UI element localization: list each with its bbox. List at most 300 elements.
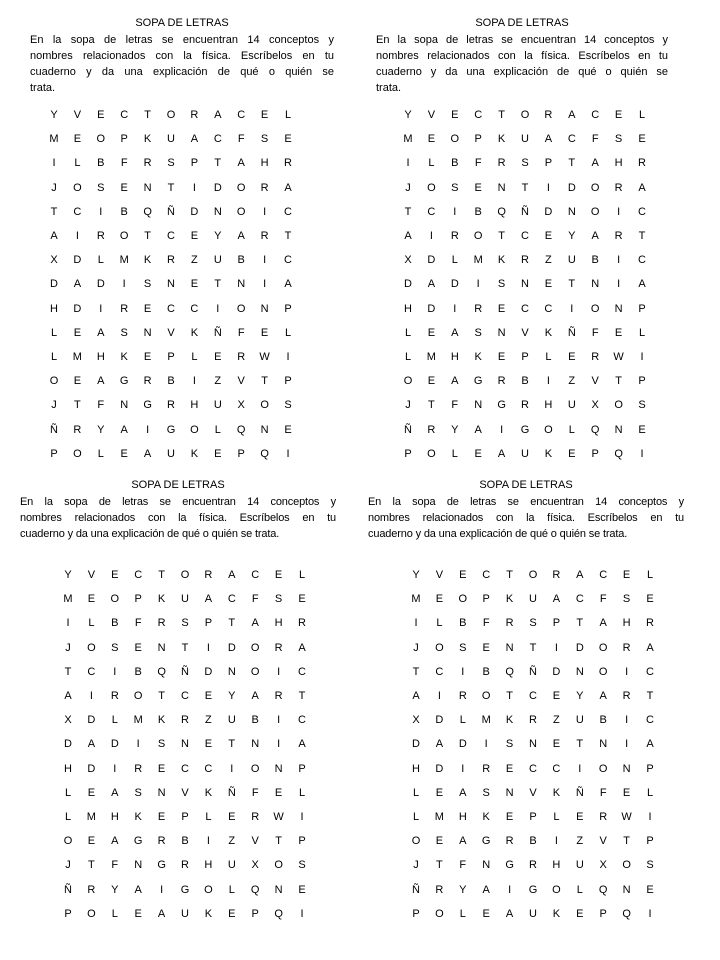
grid-letter: E <box>482 907 490 920</box>
grid-letter: C <box>591 109 600 121</box>
grid-letter: C <box>181 690 189 702</box>
grid-letter: K <box>157 593 166 606</box>
panel-title: SOPA DE LETRAS <box>131 479 225 491</box>
grid-row <box>410 762 667 776</box>
grid-row <box>48 326 305 340</box>
grid-letter: L <box>545 351 552 363</box>
grid-letter: B <box>474 205 482 218</box>
grid-letter: P <box>544 157 553 170</box>
grid-letter: D <box>227 641 236 654</box>
grid-letter: O <box>96 133 106 146</box>
grid-letter: R <box>167 254 175 267</box>
grid-letter: S <box>167 157 175 170</box>
grid-letter: E <box>134 907 142 920</box>
grid-letter: S <box>120 326 128 339</box>
grid-letter: T <box>646 690 654 702</box>
grid-letter: I <box>216 302 220 315</box>
grid-letter: E <box>646 883 654 896</box>
grid-letter: I <box>484 738 488 751</box>
grid-letter: R <box>599 811 608 823</box>
grid-letter: H <box>544 399 553 412</box>
grid-letter: O <box>590 205 600 218</box>
instruction-line: cuaderno y da una explicación de qué o quién se <box>30 66 334 78</box>
grid-letter: I <box>453 205 457 218</box>
grid-letter: O <box>260 399 269 412</box>
grid-letter: P <box>190 157 199 170</box>
grid-letter: N <box>274 762 283 775</box>
grid-letter: Y <box>576 690 584 702</box>
grid-letter: A <box>544 133 553 146</box>
grid-letter: P <box>298 835 306 848</box>
grid-letter: A <box>591 230 599 242</box>
grid-letter: D <box>64 738 72 751</box>
grid-row <box>410 737 667 751</box>
grid-letter: N <box>227 665 236 678</box>
grid-letter: Ñ <box>412 883 420 896</box>
grid-row <box>402 229 659 243</box>
grid-letter: T <box>144 109 151 121</box>
grid-row <box>48 447 305 461</box>
instruction-line: nombres relacionados con la física. Escríbelos en tu <box>376 50 668 62</box>
grid-letter: N <box>505 641 514 654</box>
grid-letter: O <box>49 375 59 388</box>
grid-letter: N <box>622 762 631 775</box>
grid-letter: U <box>529 593 537 606</box>
grid-letter: A <box>298 738 306 751</box>
grid-letter: D <box>404 278 412 291</box>
grid-letter: E <box>505 762 514 775</box>
grid-letter: M <box>86 811 96 823</box>
grid-letter: A <box>97 375 105 388</box>
grid-letter: R <box>521 254 529 267</box>
grid-row <box>62 762 319 776</box>
grid-letter: Q <box>614 447 623 460</box>
grid-letter: R <box>529 859 537 872</box>
grid-letter: B <box>111 617 119 630</box>
grid-letter: E <box>646 593 654 606</box>
grid-letter: I <box>500 423 504 436</box>
grid-letter: Ñ <box>227 786 236 799</box>
grid-row <box>410 810 667 824</box>
grid-letter: O <box>427 447 436 460</box>
grid-row <box>402 374 659 388</box>
grid-letter: T <box>88 859 95 872</box>
grid-letter: G <box>119 375 129 388</box>
grid-letter: A <box>404 230 412 242</box>
instruction-line: nombres relacionados con la física. Escríbelos en tu <box>30 50 334 62</box>
grid-letter: O <box>204 883 213 896</box>
grid-letter: A <box>459 835 467 848</box>
grid-letter: N <box>213 205 222 218</box>
grid-letter: K <box>143 254 152 267</box>
grid-letter: Ñ <box>167 205 175 218</box>
grid-row <box>410 616 667 630</box>
grid-letter: I <box>570 302 574 315</box>
grid-letter: N <box>157 786 166 799</box>
grid-row <box>410 907 667 921</box>
grid-letter: F <box>459 859 467 872</box>
grid-letter: B <box>451 157 459 170</box>
grid-letter: A <box>251 690 259 702</box>
grid-letter: Q <box>497 205 506 218</box>
grid-letter: T <box>64 665 72 678</box>
instruction-line: cuaderno y da una explicación de qué o quién se <box>376 66 668 78</box>
grid-letter: S <box>181 617 189 630</box>
grid-letter: I <box>476 278 480 291</box>
grid-letter: Q <box>590 423 600 436</box>
panel-instructions <box>30 32 334 96</box>
grid-letter: D <box>427 254 436 267</box>
grid-letter: R <box>298 617 306 630</box>
grid-letter: L <box>553 811 560 823</box>
grid-letter: E <box>97 109 105 121</box>
instruction-line: En la sopa de letras se encuentran 14 conceptos y <box>376 34 668 46</box>
instruction-line: nombres relacionados con la física. Escríbelos en tu <box>20 512 336 524</box>
grid-letter: P <box>591 447 599 460</box>
grid-letter: E <box>497 302 506 315</box>
grid-letter: L <box>214 423 221 436</box>
grid-letter: P <box>298 762 306 775</box>
grid-letter: L <box>638 109 646 121</box>
grid-letter: E <box>614 109 623 121</box>
grid-letter: R <box>474 302 483 315</box>
grid-row <box>62 616 319 630</box>
grid-row <box>62 810 319 824</box>
grid-letter: X <box>237 399 245 412</box>
grid-letter: U <box>575 859 584 872</box>
grid-letter: T <box>615 375 622 388</box>
grid-letter: O <box>544 423 553 436</box>
grid-letter: A <box>97 326 105 339</box>
grid-letter: N <box>167 278 175 291</box>
grid-letter: K <box>134 811 142 823</box>
grid-letter: E <box>459 569 467 581</box>
grid-letter: D <box>427 302 436 315</box>
grid-letter: D <box>87 762 96 775</box>
grid-letter: L <box>576 883 583 896</box>
grid-row <box>62 641 319 655</box>
grid-letter: P <box>521 351 529 363</box>
grid-row <box>402 181 659 195</box>
grid-letter: E <box>120 447 128 460</box>
grid-letter: H <box>404 302 412 315</box>
grid-letter: O <box>73 447 82 460</box>
grid-letter: Ñ <box>529 665 537 678</box>
grid-letter: M <box>72 351 82 363</box>
grid-letter: L <box>64 786 72 799</box>
grid-letter: I <box>277 738 281 751</box>
grid-letter: S <box>284 399 292 412</box>
grid-letter: L <box>228 883 235 896</box>
grid-letter: L <box>404 326 412 339</box>
grid-letter: D <box>50 278 58 291</box>
grid-letter: K <box>157 714 166 727</box>
grid-letter: P <box>204 617 213 630</box>
grid-row <box>62 713 319 727</box>
grid-letter: N <box>237 278 246 291</box>
grid-letter: O <box>598 641 608 654</box>
grid-letter: K <box>497 133 506 146</box>
grid-letter: R <box>505 617 514 630</box>
grid-letter: H <box>204 859 213 872</box>
grid-letter: X <box>404 254 412 267</box>
grid-letter: R <box>120 302 129 315</box>
grid-letter: A <box>451 326 459 339</box>
grid-letter: L <box>64 811 72 823</box>
panel-title: SOPA DE LETRAS <box>135 17 229 29</box>
grid-letter: H <box>50 302 58 315</box>
grid-letter: I <box>89 690 93 702</box>
grid-letter: K <box>544 447 553 460</box>
grid-letter: U <box>167 133 175 146</box>
grid-letter: O <box>403 375 413 388</box>
grid-letter: I <box>122 278 126 291</box>
grid-letter: Z <box>553 714 560 727</box>
grid-letter: B <box>251 714 259 727</box>
grid-letter: Y <box>459 883 467 896</box>
grid-letter: V <box>435 569 444 581</box>
grid-letter: D <box>458 738 467 751</box>
grid-row <box>402 350 659 364</box>
grid-letter: F <box>97 399 105 412</box>
grid-letter: K <box>120 351 128 363</box>
grid-letter: M <box>133 714 143 727</box>
grid-letter: T <box>181 641 189 654</box>
grid-letter: R <box>521 399 529 412</box>
grid-letter: E <box>482 641 490 654</box>
grid-letter: R <box>622 641 631 654</box>
grid-letter: L <box>111 907 118 920</box>
grid-letter: D <box>190 205 199 218</box>
grid-letter: Ñ <box>64 883 72 896</box>
grid-row <box>48 181 305 195</box>
grid-letter: L <box>459 714 466 727</box>
grid-letter: O <box>133 690 143 702</box>
panel-instructions <box>376 32 668 96</box>
grid-letter: I <box>277 665 281 678</box>
grid-letter: R <box>614 230 623 242</box>
grid-letter: P <box>638 375 646 388</box>
grid-letter: R <box>505 835 514 848</box>
grid-letter: B <box>599 714 607 727</box>
word-search-panel-top-left <box>30 16 334 460</box>
grid-letter: T <box>214 278 222 291</box>
grid-letter: T <box>284 230 292 242</box>
grid-letter: U <box>521 133 529 146</box>
grid-letter: E <box>614 326 623 339</box>
grid-row <box>48 108 305 122</box>
grid-letter: C <box>298 714 306 727</box>
grid-letter: O <box>63 835 73 848</box>
grid-letter: D <box>110 738 119 751</box>
grid-letter: T <box>623 835 630 848</box>
grid-letter: I <box>286 351 290 363</box>
instruction-line: En la sopa de letras se encuentran 14 conceptos y <box>30 34 334 46</box>
grid-letter: R <box>167 399 175 412</box>
grid-letter: C <box>529 762 537 775</box>
grid-letter: R <box>143 157 152 170</box>
grid-letter: E <box>204 690 213 702</box>
grid-letter: N <box>251 738 260 751</box>
grid-letter: L <box>205 811 212 823</box>
grid-letter: T <box>167 181 175 194</box>
grid-letter: R <box>274 690 283 702</box>
grid-letter: M <box>63 593 73 606</box>
grid-letter: J <box>51 399 57 412</box>
grid-letter: I <box>300 907 304 920</box>
grid-letter: H <box>190 399 199 412</box>
instruction-line: En la sopa de letras se encuentran 14 conceptos y <box>368 496 684 508</box>
grid-row <box>48 229 305 243</box>
grid-letter: P <box>529 811 537 823</box>
grid-letter: I <box>617 278 621 291</box>
grid-letter: O <box>590 181 600 194</box>
grid-letter: J <box>65 859 71 872</box>
grid-letter: L <box>284 326 292 339</box>
grid-letter: A <box>646 641 654 654</box>
grid-letter: T <box>506 690 513 702</box>
grid-letter: C <box>251 569 260 581</box>
grid-letter: M <box>411 593 421 606</box>
grid-letter: B <box>97 157 105 170</box>
grid-letter: S <box>451 181 459 194</box>
grid-letter: C <box>638 254 646 267</box>
grid-letter: Y <box>50 109 58 121</box>
grid-letter: N <box>614 423 623 436</box>
grid-letter: A <box>568 109 576 121</box>
grid-letter: A <box>204 593 213 606</box>
grid-letter: I <box>578 762 582 775</box>
grid-letter: C <box>190 302 199 315</box>
grid-letter: E <box>576 907 584 920</box>
grid-letter: E <box>638 133 646 146</box>
panel-instructions <box>20 494 336 542</box>
grid-letter: W <box>273 811 284 823</box>
grid-letter: T <box>568 157 576 170</box>
grid-letter: P <box>482 593 490 606</box>
grid-letter: G <box>497 399 506 412</box>
grid-letter: R <box>87 883 96 896</box>
grid-letter: Y <box>97 423 105 436</box>
grid-letter: E <box>73 326 82 339</box>
grid-letter: Z <box>205 714 212 727</box>
grid-letter: P <box>251 907 259 920</box>
grid-letter: B <box>237 254 245 267</box>
grid-letter: O <box>598 665 608 678</box>
grid-letter: A <box>599 617 607 630</box>
grid-letter: I <box>640 351 644 363</box>
grid-row <box>62 665 319 679</box>
grid-letter: C <box>575 593 584 606</box>
grid-letter: A <box>111 835 119 848</box>
grid-letter: P <box>474 133 482 146</box>
grid-letter: D <box>544 205 553 218</box>
grid-letter: C <box>646 665 654 678</box>
grid-letter: X <box>64 714 72 727</box>
grid-letter: E <box>427 326 436 339</box>
grid-letter: A <box>576 569 584 581</box>
grid-letter: U <box>167 447 175 460</box>
grid-letter: R <box>260 181 269 194</box>
grid-letter: R <box>110 690 119 702</box>
grid-letter: T <box>428 399 435 412</box>
grid-letter: E <box>435 835 444 848</box>
grid-letter: E <box>204 738 213 751</box>
word-search-panel-bottom-right <box>368 478 684 938</box>
grid-letter: H <box>274 617 283 630</box>
grid-letter: T <box>498 109 505 121</box>
grid-letter: E <box>544 278 553 291</box>
grid-letter: P <box>134 593 142 606</box>
grid-letter: E <box>260 326 269 339</box>
grid-letter: E <box>435 593 444 606</box>
grid-letter: L <box>50 326 58 339</box>
grid-letter: E <box>544 230 553 242</box>
grid-letter: O <box>190 423 199 436</box>
grid-letter: C <box>544 302 553 315</box>
grid-letter: T <box>436 859 443 872</box>
grid-letter: L <box>436 617 443 630</box>
grid-letter: K <box>474 351 482 363</box>
grid-letter: D <box>450 278 459 291</box>
grid-row <box>410 665 667 679</box>
grid-row <box>402 398 659 412</box>
grid-letter: H <box>96 351 105 363</box>
instruction-line: En la sopa de letras se encuentran 14 conceptos y <box>20 496 336 508</box>
grid-letter: O <box>473 230 483 242</box>
grid-letter: G <box>180 883 190 896</box>
grid-letter: B <box>521 375 529 388</box>
grid-letter: I <box>230 762 234 775</box>
grid-letter: R <box>638 157 646 170</box>
grid-letter: I <box>617 205 621 218</box>
grid-row <box>48 350 305 364</box>
grid-letter: I <box>113 665 117 678</box>
grid-letter: J <box>51 181 57 194</box>
grid-letter: F <box>134 617 142 630</box>
grid-letter: R <box>646 617 654 630</box>
grid-letter: Ñ <box>50 423 58 436</box>
grid-letter: N <box>143 181 152 194</box>
grid-letter: I <box>75 230 79 242</box>
grid-letter: I <box>461 665 465 678</box>
grid-letter: W <box>613 351 624 363</box>
panel-title: SOPA DE LETRAS <box>479 479 573 491</box>
grid-letter: D <box>435 714 444 727</box>
grid-letter: R <box>614 181 623 194</box>
grid-letter: P <box>404 447 412 460</box>
grid-letter: M <box>49 133 59 146</box>
grid-letter: F <box>482 617 490 630</box>
grid-row <box>410 641 667 655</box>
grid-letter: B <box>529 835 537 848</box>
grid-letter: I <box>300 811 304 823</box>
grid-letter: N <box>497 326 506 339</box>
grid-letter: D <box>73 254 82 267</box>
grid-letter: E <box>568 351 576 363</box>
grid-row <box>62 592 319 606</box>
grid-letter: O <box>236 302 246 315</box>
grid-letter: I <box>263 278 267 291</box>
grid-letter: V <box>87 569 96 581</box>
grid-letter: M <box>473 254 483 267</box>
grid-letter: G <box>473 375 483 388</box>
grid-letter: X <box>599 859 607 872</box>
grid-letter: S <box>459 641 467 654</box>
grid-letter: I <box>263 254 267 267</box>
grid-letter: D <box>213 181 222 194</box>
grid-letter: C <box>213 133 222 146</box>
